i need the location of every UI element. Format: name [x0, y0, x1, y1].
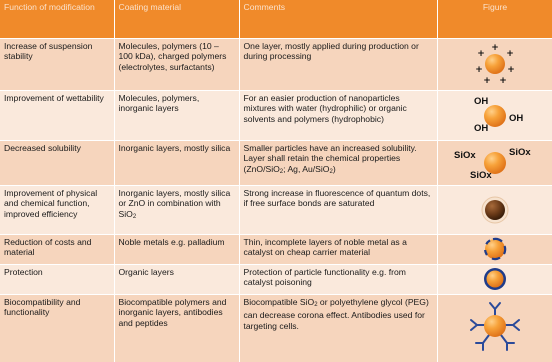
oh-label: OH: [508, 113, 523, 124]
hydroxyl-particle-icon: [460, 92, 530, 138]
comments-cell: Smaller particles have an increased solubility. Layer shall retain the chemical properties (ZnO/SiO2; Ag, Au/SiO2): [239, 140, 437, 185]
charged-particle-icon: [470, 42, 520, 86]
comments-cell: For an easier production of nanoparticles mixtures with water (hydrophilic) or organic solvents and polymers (hydrophobic): [239, 90, 437, 140]
comments-cell: Biocompatible SiO2 or polyethylene glycol (PEG) can decrease corona effect. Antibodies used for targeting cells.: [239, 294, 437, 362]
coating-cell: Noble metals e.g. palladium: [114, 234, 239, 264]
function-cell: Decreased solubility: [0, 140, 114, 185]
coating-cell: Biocompatible polymers and inorganic layers, antibodies and peptides: [114, 294, 239, 362]
siox-particle-icon: [440, 141, 550, 185]
siox-label: SiOx: [469, 169, 492, 181]
figure-cell: [437, 140, 552, 185]
coating-cell: Inorganic layers, mostly silica or ZnO in combination with SiO2: [114, 185, 239, 234]
svg-text:+: +: [506, 65, 515, 75]
partial-shell-particle-icon: [480, 235, 510, 263]
table-row: [0, 38, 552, 90]
function-cell: Reduction of costs and material: [0, 234, 114, 264]
siox-label: SiOx: [508, 146, 531, 158]
coating-cell: Molecules, polymers, inorganic layers: [114, 90, 239, 140]
figure-cell: [437, 185, 552, 234]
table-row: [0, 294, 552, 362]
oh-label: OH: [473, 123, 488, 134]
figure-cell: [437, 90, 552, 140]
header-comments: Comments: [239, 0, 437, 38]
comments-cell: Protection of particle functionality e.g. from catalyst poisoning: [239, 264, 437, 294]
figure-cell: [437, 264, 552, 294]
comments-cell: Thin, incomplete layers of noble metal as a catalyst on cheap carrier material: [239, 234, 437, 264]
comments-cell: Strong increase in fluorescence of quantum dots, if free surface bonds are saturated: [239, 185, 437, 234]
siox-label: SiOx: [453, 149, 476, 161]
antibody-particle-icon: [465, 300, 525, 356]
function-cell: Protection: [0, 264, 114, 294]
oh-label: OH: [473, 96, 488, 107]
svg-text:+: +: [474, 65, 483, 75]
svg-text:+: +: [505, 49, 514, 59]
table-row: [0, 234, 552, 264]
quantum-dot-icon: [475, 190, 515, 230]
function-cell: Increase of suspension stability: [0, 38, 114, 90]
figure-cell: [437, 234, 552, 264]
coating-cell: Organic layers: [114, 264, 239, 294]
svg-text:+: +: [482, 76, 491, 86]
header-coating: Coating material: [114, 0, 239, 38]
coating-cell: Inorganic layers, mostly silica: [114, 140, 239, 185]
figure-cell: [437, 38, 552, 90]
table-row: [0, 264, 552, 294]
svg-text:+: +: [476, 49, 485, 59]
table-row: [0, 140, 552, 185]
header-function: Function of modification: [0, 0, 114, 38]
svg-text:+: +: [490, 43, 499, 53]
function-cell: Biocompatibility and functionality: [0, 294, 114, 362]
comments-cell: One layer, mostly applied during production or during processing: [239, 38, 437, 90]
header-row: [0, 0, 552, 38]
header-figure: Figure: [437, 0, 552, 38]
function-cell: Improvement of physical and chemical function, improved efficiency: [0, 185, 114, 234]
figure-cell: [437, 294, 552, 362]
full-shell-particle-icon: [480, 265, 510, 293]
svg-text:+: +: [498, 76, 507, 86]
function-cell: Improvement of wettability: [0, 90, 114, 140]
table-row: [0, 185, 552, 234]
coating-cell: Molecules, polymers (10 – 100 kDa), charged polymers (electrolytes, surfactants): [114, 38, 239, 90]
table-row: [0, 90, 552, 140]
